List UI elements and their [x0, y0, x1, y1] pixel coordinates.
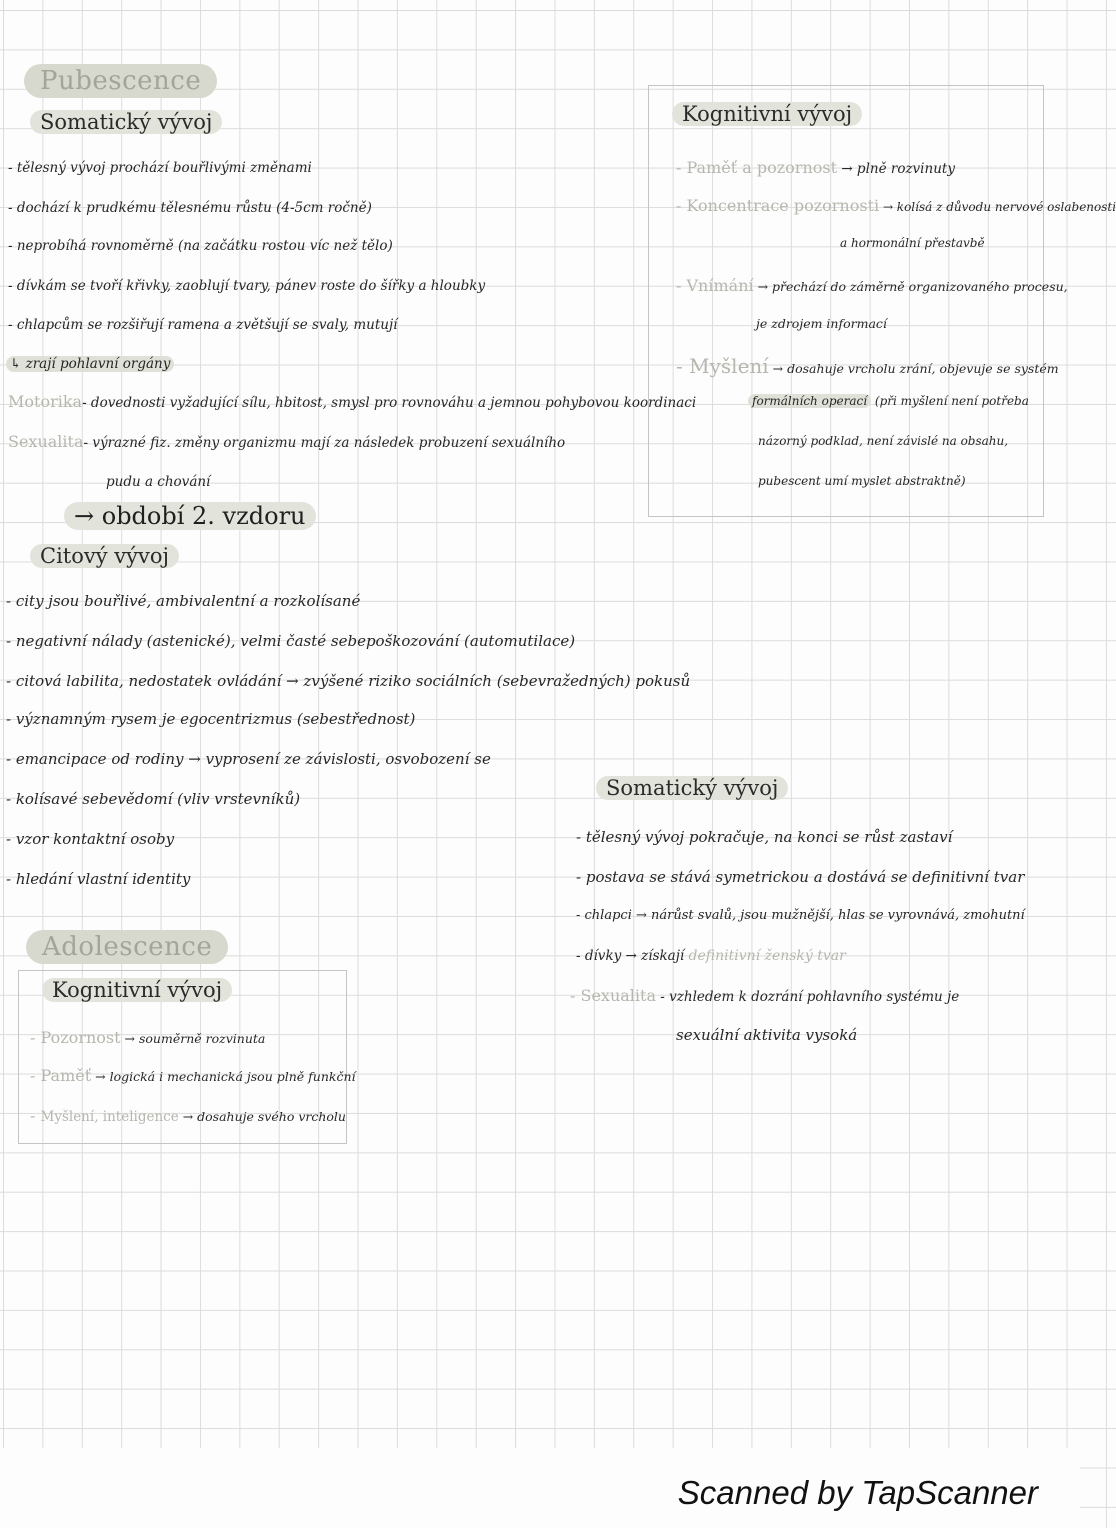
heading-text: Somatický vývoj — [596, 776, 788, 800]
kog-label: Paměť — [40, 1066, 92, 1085]
kog-item-vnimani: - Vnímání → přechází do záměrně organizovaného procesu, — [676, 276, 1068, 295]
citovy-line-1: - city jsou bouřlivé, ambivalentní a rozkolísané — [6, 592, 361, 610]
citovy-line-8: - hledání vlastní identity — [6, 870, 191, 888]
heading-somaticky-adolescence — [596, 776, 788, 800]
citovy-line-4: - významným rysem je egocentrizmus (sebestřednost) — [6, 710, 416, 728]
kog-mysleni-l3: pubescent umí myslet abstraktně) — [758, 474, 966, 488]
kog-text: → souměrně rozvinuta — [124, 1031, 266, 1046]
kog-label: Myšlení, inteligence — [40, 1109, 179, 1125]
kog-text: → přechází do záměrně organizovaného procesu, — [757, 279, 1068, 294]
divky-gray-text: definitivní ženský tvar — [688, 948, 846, 964]
kog-item-pamet: - Paměť a pozornost → plně rozvinuty — [676, 158, 955, 177]
sexualita-text: - vzhledem k dozrání pohlavního systému je — [660, 989, 960, 1005]
adol-somaticky-line-1: - tělesný vývoj pokračuje, na konci se růst zastaví — [576, 828, 953, 846]
somaticky-line-1: - tělesný vývoj prochází bouřlivými změnami — [8, 160, 312, 176]
somaticky-line-3: - neprobíhá rovnoměrně (na začátku rostou víc než tělo) — [8, 238, 393, 254]
heading-text: Kognitivní vývoj — [42, 978, 232, 1002]
kog-label: Paměť a pozornost — [686, 158, 838, 177]
sexualita-cont: pudu a chování — [106, 474, 211, 490]
kog-label: Pozornost — [40, 1028, 121, 1047]
sexualita-label: Sexualita — [8, 432, 84, 451]
somaticky-line-5: - chlapcům se rozšiřují ramena a zvětšují se svaly, mutují — [8, 317, 398, 333]
kognitivni-box-pubescence — [648, 85, 1044, 517]
heading-text: Somatický vývoj — [30, 110, 222, 134]
formalni-operace-highlight: formálních operací — [748, 394, 871, 408]
adol-somaticky-line-4 — [576, 948, 846, 964]
citovy-line-6: - kolísavé sebevědomí (vliv vrstevníků) — [6, 790, 301, 808]
somaticky-line-2: - dochází k prudkému tělesnému růstu (4-5cm ročně) — [8, 200, 372, 216]
heading-somaticky-pubescence — [30, 110, 222, 134]
kog-mysleni-l1 — [748, 394, 1029, 408]
kog-item-koncentrace-cont: a hormonální přestavbě — [840, 236, 985, 250]
adol-sexualita-line: - Sexualita - vzhledem k dozrání pohlavního systému je — [570, 986, 960, 1005]
motorika-text: - dovednosti vyžadující sílu, hbitost, smysl pro rovnováhu a jemnou pohybovou koordinaci — [82, 395, 697, 411]
sexualita-line — [8, 432, 565, 451]
sexualita-label: Sexualita — [580, 986, 656, 1005]
pubescence-title-text: Pubescence — [24, 64, 217, 98]
adol-somaticky-line-2: - postava se stává symetrickou a dostává se definitivní tvar — [576, 868, 1025, 886]
sexualita-text: - výrazné fiz. změny organizmu mají za následek probuzení sexuálního — [83, 435, 566, 451]
kog-text: → kolísá z důvodu nervové oslabenosti — [882, 200, 1116, 214]
adol-kog-item-1: - Pozornost → souměrně rozvinuta — [30, 1028, 266, 1047]
scanner-watermark: Scanned by TapScanner — [677, 1474, 1038, 1511]
mysleni-rest: (při myšlení není potřeba — [874, 394, 1029, 408]
heading-kognitivni-adolescence — [42, 978, 232, 1002]
section-title-adolescence — [26, 930, 228, 964]
somaticky-line-6 — [6, 356, 174, 372]
adol-kog-item-2: - Paměť → logická i mechanická jsou plně funkční — [30, 1066, 356, 1085]
citovy-line-5: - emancipace od rodiny → vyprosení ze závislosti, osvobození se — [6, 750, 491, 768]
organy-highlight: ↳ zrají pohlavní orgány — [6, 356, 174, 372]
kog-item-mysleni: - Myšlení → dosahuje vrcholu zrání, objevuje se systém — [676, 354, 1059, 378]
heading-citovy — [30, 544, 179, 568]
heading-kognitivni-pubescence — [672, 102, 862, 126]
heading-text: Kognitivní vývoj — [672, 102, 862, 126]
citovy-line-7: - vzor kontaktní osoby — [6, 830, 175, 848]
kog-text: → logická i mechanická jsou plně funkční — [95, 1069, 356, 1084]
section-title-pubescence — [24, 64, 217, 98]
kog-mysleni-l2: názorný podklad, není závislé na obsahu, — [758, 434, 1009, 448]
heading-text: Citový vývoj — [30, 544, 179, 568]
citovy-line-3: - citová labilita, nedostatek ovládání → zvýšené riziko sociálních (sebevražedných) pokusů — [6, 672, 691, 690]
divky-text: - dívky → získají — [576, 948, 685, 964]
obdobi-vzdoru — [64, 502, 316, 530]
kog-label: Vnímání — [686, 276, 754, 295]
kog-text: → dosahuje svého vrcholu — [182, 1109, 346, 1124]
adolescence-title-text: Adolescence — [26, 930, 228, 964]
adol-sexualita-cont: sexuální aktivita vysoká — [676, 1026, 858, 1044]
kog-text: → dosahuje vrcholu zrání, objevuje se systém — [772, 361, 1059, 376]
somaticky-line-4: - dívkám se tvoří křivky, zaoblují tvary, pánev roste do šířky a hloubky — [8, 278, 486, 294]
kog-label: Koncentrace pozornosti — [686, 196, 880, 215]
kog-label: Myšlení — [689, 354, 769, 378]
adol-somaticky-line-3: - chlapci → nárůst svalů, jsou mužnější, hlas se vyrovnává, zmohutní — [576, 908, 1025, 923]
citovy-line-2: - negativní nálady (astenické), velmi časté sebepoškozování (automutilace) — [6, 632, 576, 650]
kog-item-koncentrace: - Koncentrace pozornosti → kolísá z důvodu nervové oslabenosti — [676, 196, 1116, 215]
motorika-line — [8, 392, 696, 411]
adol-kog-item-3: - Myšlení, inteligence → dosahuje svého vrcholu — [30, 1106, 346, 1125]
obdobi-vzdoru-text: → období 2. vzdoru — [64, 502, 316, 530]
motorika-label: Motorika — [8, 392, 83, 411]
kog-item-vnimani-cont: je zdrojem informací — [756, 316, 887, 331]
kog-text: → plně rozvinuty — [841, 161, 955, 177]
